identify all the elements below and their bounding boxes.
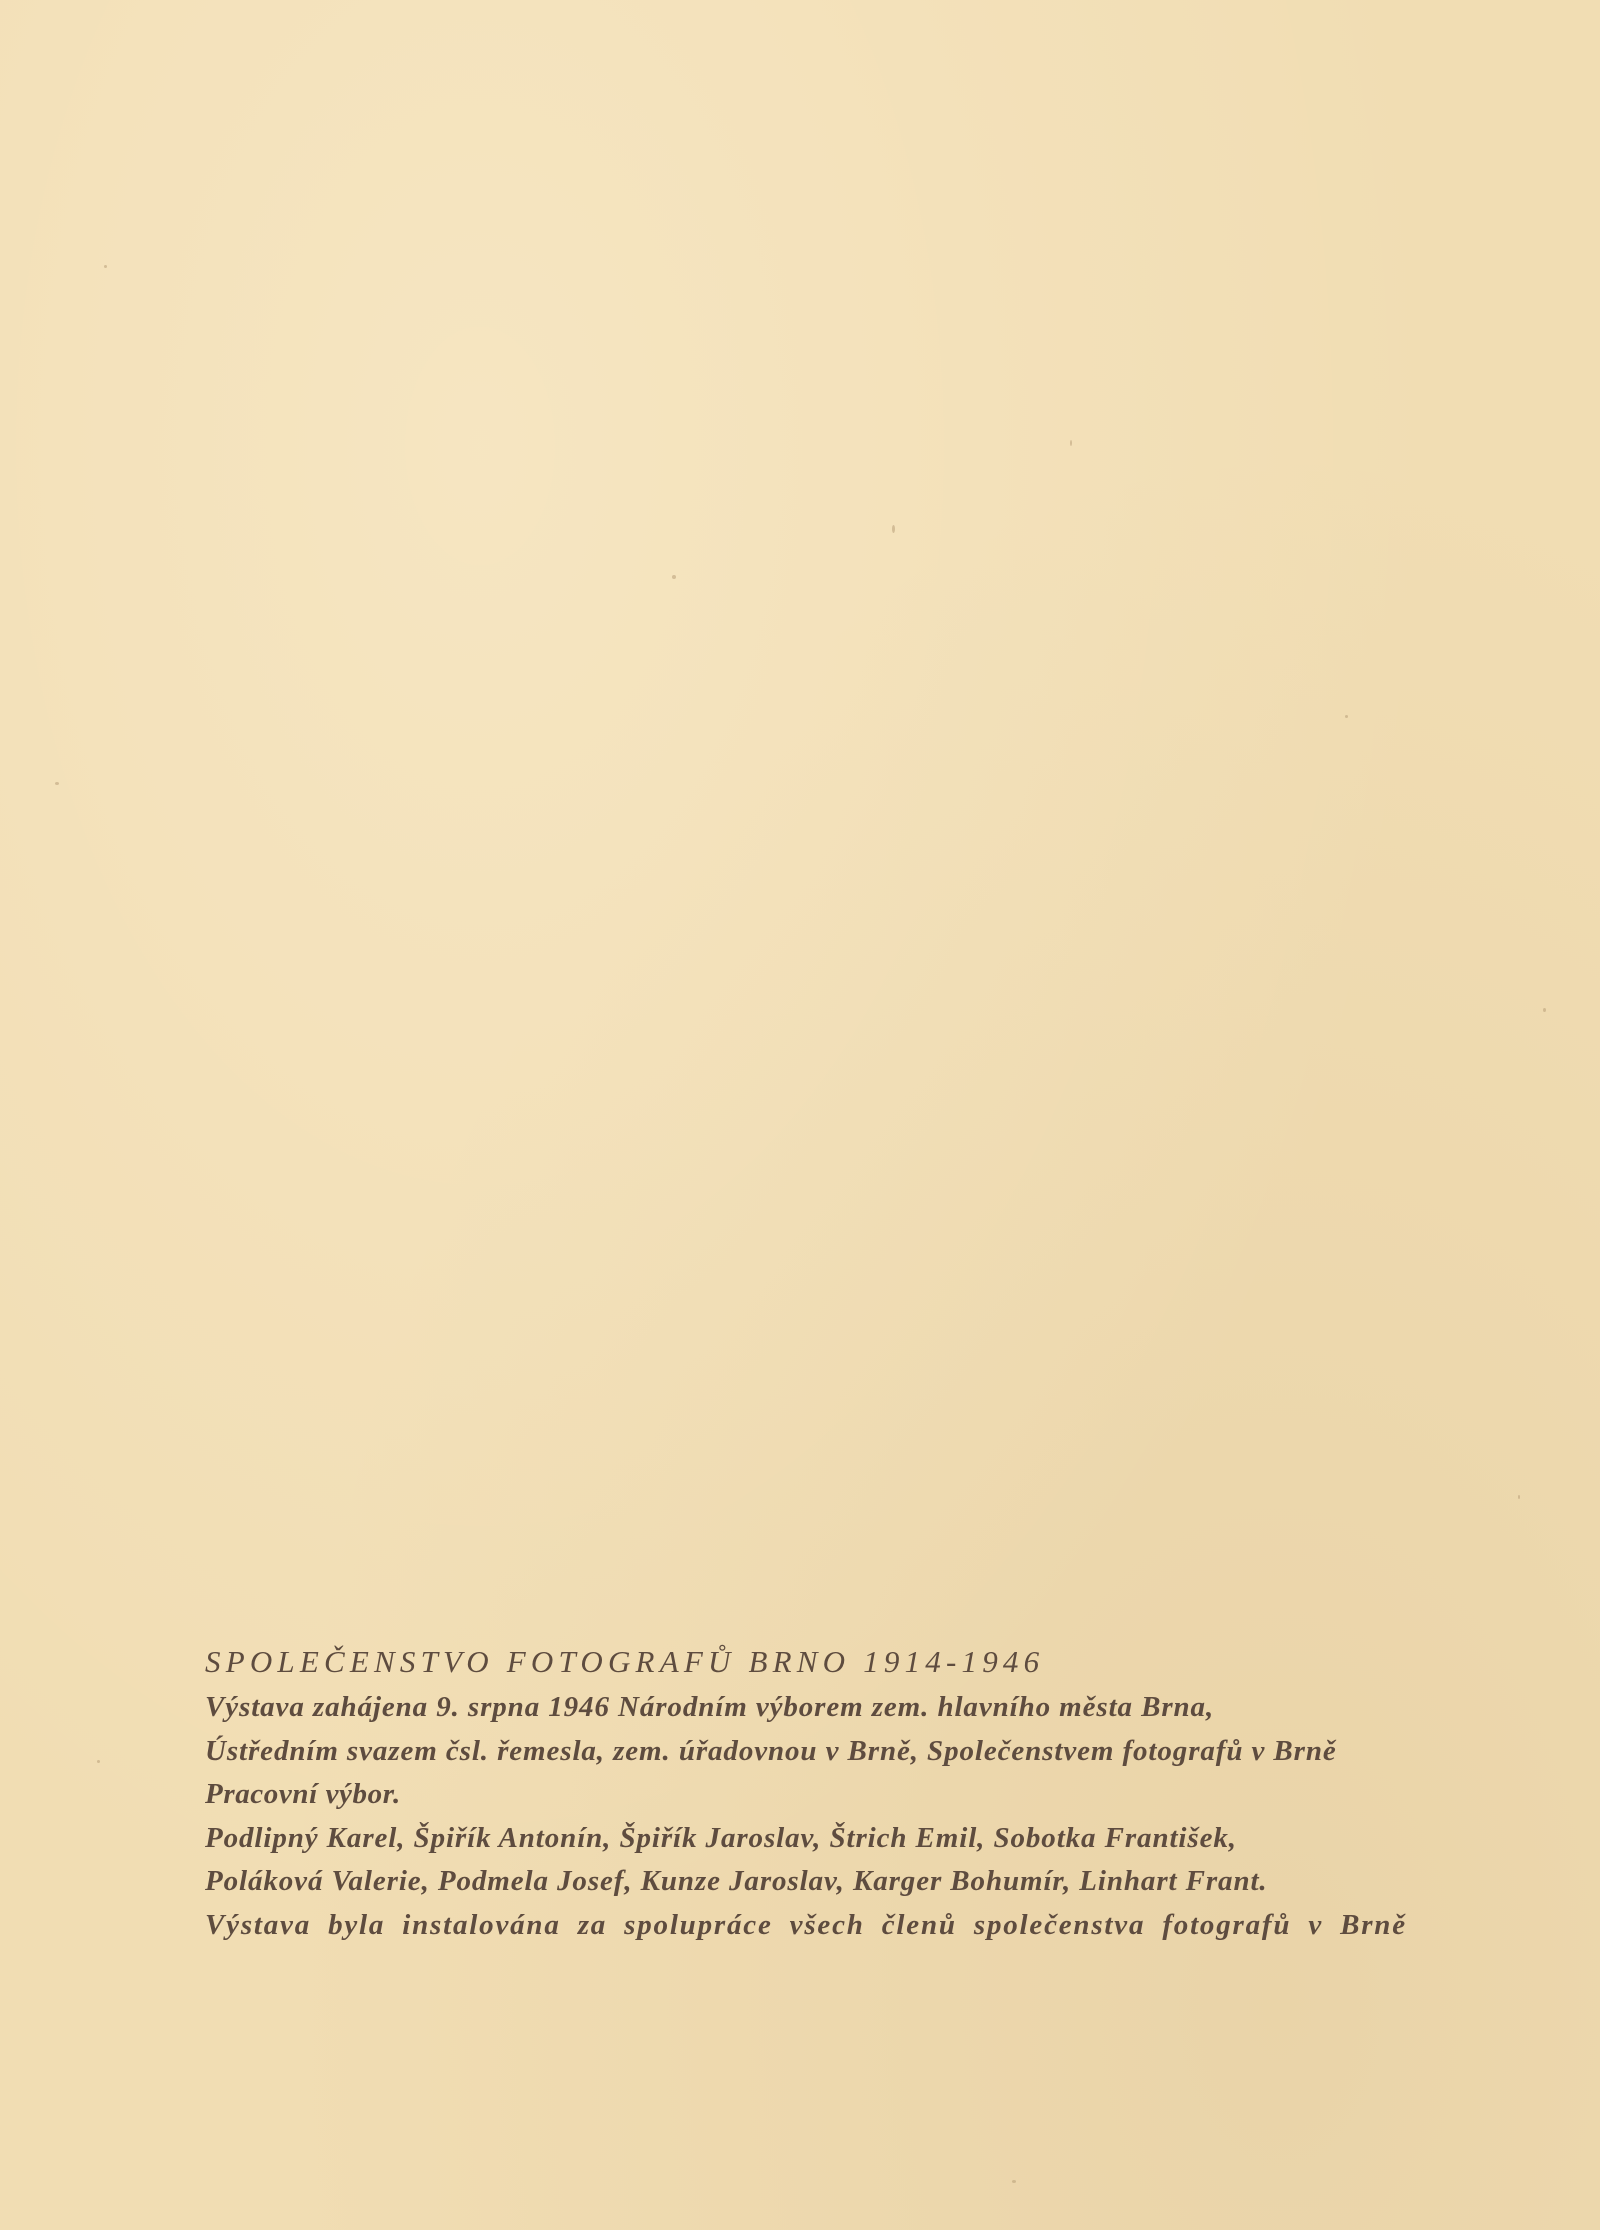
paper-speck: [1543, 1008, 1546, 1012]
paper-speck: [672, 575, 676, 579]
text-line: Pracovní výbor.: [205, 1778, 401, 1810]
exhibition-colophon: [205, 1640, 1405, 1947]
paper-speck: [1345, 715, 1348, 718]
paper-speck: [104, 265, 107, 268]
paper-speck: [1070, 440, 1072, 446]
paper-speck: [892, 525, 895, 533]
paper-speck: [55, 782, 59, 785]
paper-speck: [1518, 1495, 1520, 1499]
paper-speck: [1012, 2180, 1016, 2183]
text-line: Výstava zahájena 9. srpna 1946 Národním výborem zem. hlavního města Brna,: [205, 1691, 1215, 1723]
document-title: SPOLEČENSTVO FOTOGRAFŮ BRNO 1914-1946: [205, 1644, 1045, 1679]
text-line: Výstava byla instalována za spolupráce všech členů společenstva fotografů v Brně: [205, 1908, 1407, 1941]
text-line: Podlipný Karel, Špiřík Antonín, Špiřík Jaroslav, Štrich Emil, Sobotka František,: [205, 1821, 1237, 1854]
paper-speck: [97, 1760, 100, 1763]
text-line: Ústředním svazem čsl. řemesla, zem. úřadovnou v Brně, Společenstvem fotografů v Brně: [205, 1734, 1337, 1767]
text-line: Poláková Valerie, Podmela Josef, Kunze Jaroslav, Karger Bohumír, Linhart Frant.: [205, 1865, 1268, 1897]
